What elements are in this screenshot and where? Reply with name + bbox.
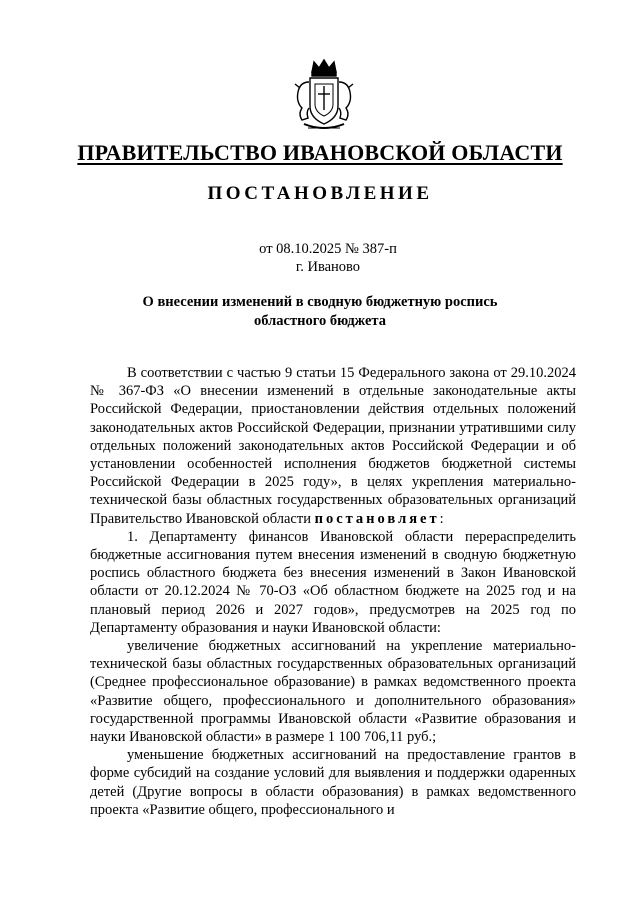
document-subject [0, 293, 640, 331]
paragraph-preamble [90, 364, 576, 528]
preamble-end: : [439, 510, 444, 527]
subject-line-2: областного бюджета [254, 313, 386, 329]
date-number: от 08.10.2025 № 387-п [259, 241, 397, 257]
subject-line-1: О внесении изменений в сводную бюджетную роспись [142, 294, 498, 310]
decree-keyword: постановляет [314, 510, 440, 527]
paragraph-item-1: 1. Департаменту финансов Ивановской области перераспределить бюджетные ассигнования путем внесения изменений в сводную бюджетную роспись областного бюджета без внесения изменений в Закон Ивановской области от 20.12.2024 № 70-ОЗ «Об областном бюджете на 2025 год и на плановый период 2026 и 2027 годов», предусмотрев на 2025 год по Департаменту образования и науки Ивановской области: [90, 528, 576, 636]
preamble-text: В соответствии с частью 9 статьи 15 Федерального закона от 29.10.2024 № 367-ФЗ «О внесении изменений в отдельные законодательные акты Российской Федерации, приостановлении действия отдельных положений законодательных актов Российской Федерации, признании утратившими силу отдельных положений законодательных актов Российской Федерации и об установлении особенностей исполнения бюджетов бюджетной системы Российской Федерации в 2025 году», в целях укрепления материально-технической базы областных государственных образовательных организаций Правительство Ивановской области [90, 365, 576, 527]
city: г. Иваново [295, 259, 361, 275]
paragraph-decrease: уменьшение бюджетных ассигнований на предоставление грантов в форме субсидий на создание условий для выявления и поддержки одаренных детей (Другие вопросы в области образования) в рамках ведомственного проекта «Развитие общего, профессионального и [90, 747, 576, 818]
document-meta [0, 240, 640, 276]
document-body [90, 364, 576, 819]
coat-of-arms-icon [292, 58, 356, 132]
organization-title-text: ПРАВИТЕЛЬСТВО ИВАНОВСКОЙ ОБЛАСТИ [77, 140, 563, 165]
paragraph-increase: увеличение бюджетных ассигнований на укрепление материально-технической базы областных государственных образовательных организаций (Среднее профессиональное образование) в рамках ведомственного проекта «Развитие общего, профессионального и дополнительного образования» государственной программы Ивановской области «Развитие образования и науки Ивановской области» в размере 1 100 706,11 руб.; [90, 638, 576, 746]
organization-title [0, 140, 640, 166]
document-type: ПОСТАНОВЛЕНИЕ [207, 183, 433, 204]
